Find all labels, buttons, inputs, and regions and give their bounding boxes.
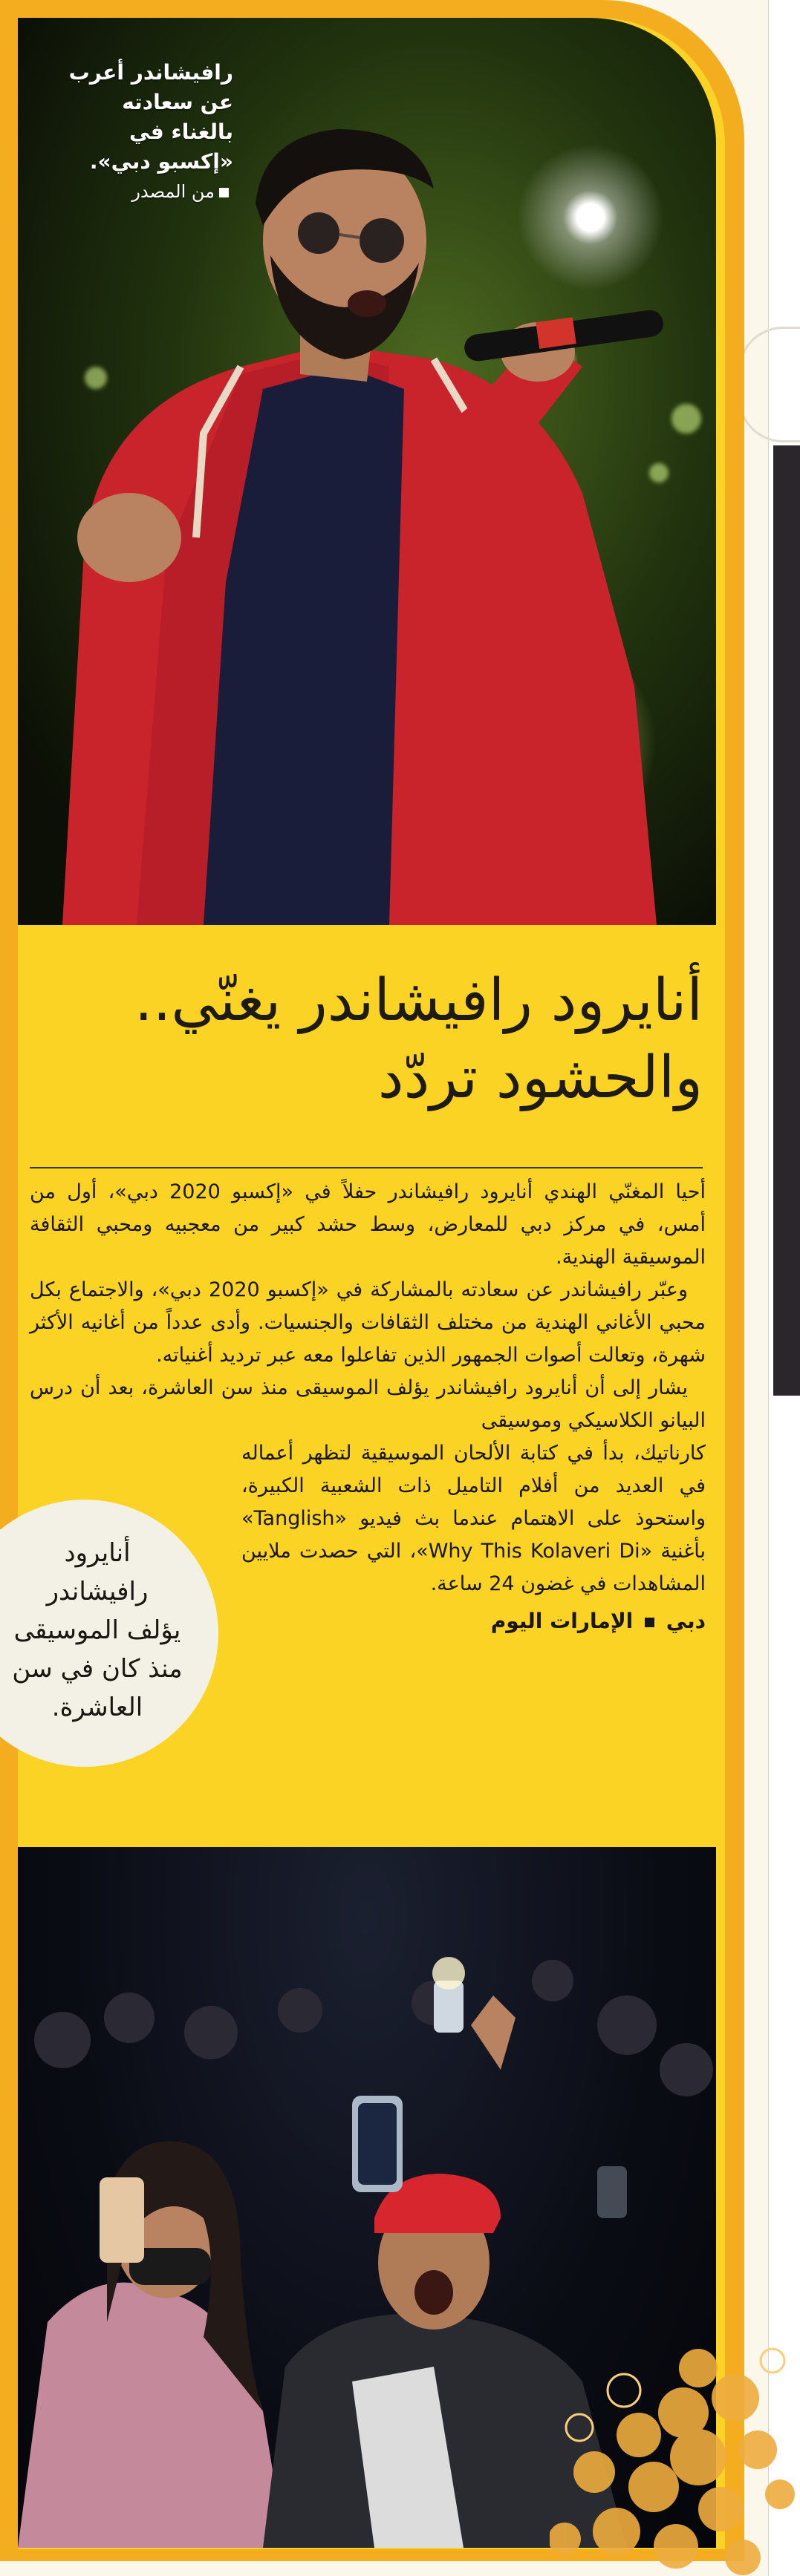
headline [30, 962, 703, 1117]
headline-line-2: والحشود تردّد [377, 1045, 703, 1111]
pull-quote-line: منذ كان في سن [12, 1654, 183, 1684]
square-bullet-icon [219, 188, 229, 197]
caption-line: بالغناء في [129, 120, 233, 144]
pull-quote [0, 1534, 195, 1727]
headline-line-1: أنايرود رافيشاندر يغنّي.. [134, 967, 703, 1034]
adjacent-page-dark-strip [773, 445, 800, 1396]
paragraph-2: وعبّر رافيشاندر عن سعادته بالمشاركة في «إكسبو 2020 دبي»، والاجتماع بكل محبي الأغاني الهندية من مختلف الثقافات والجنسيات. وأدى عدداً من أغانيه الأكثر شهرة، وتعالت أصوات الجمهور الذين تفاعلوا معه عبر ترديد أغنياته. [30, 1278, 706, 1367]
adjacent-page-shape [738, 327, 800, 442]
decorative-bubbles [550, 2346, 795, 2576]
caption-line: رافيشاندر أعرب [68, 60, 233, 85]
byline-city: دبي [666, 1609, 706, 1633]
paragraph-3-full-width: يشار إلى أن أنايرود رافيشاندر يؤلف الموسيقى منذ سن العاشرة، بعد أن درس البيانو الكلاسيكي وموسيقى [30, 1376, 706, 1432]
singer-photo [18, 18, 716, 925]
square-bullet-icon [645, 1618, 654, 1627]
photo-credit-text: من المصدر [131, 181, 215, 202]
caption-line: «إكسبو دبي». [89, 149, 233, 174]
pull-quote-line: يؤلف الموسيقى [13, 1615, 181, 1645]
headline-divider [30, 1167, 703, 1168]
paragraph-1: أحيا المغنّي الهندي أنايرود رافيشاندر حفلاً في «إكسبو 2020 دبي»، أول من أمس، في مركز دبي للمعارض، وسط حشد كبير من معجبيه ومحبي الثقافة الموسيقية الهندية. [30, 1180, 706, 1269]
photo-credit [62, 177, 233, 206]
pull-quote-line: أنايرود [64, 1538, 131, 1568]
byline-source: الإمارات اليوم [490, 1609, 634, 1633]
photo-caption [62, 58, 233, 206]
pull-quote-line: رافيشاندر [46, 1577, 149, 1606]
paragraph-3-wrapped: كارناتيك، بدأ في كتابة الألحان الموسيقية لتظهر أعماله في العديد من أفلام التاميل ذات الشعبية الكبيرة، واستحوذ على الاهتمام عندما بث فيديو «Tanglish» بأغنية «Why This Kolaveri Di»، التي حصدت ملايين المشاهدات في غضون 24 ساعة. [241, 1442, 706, 1595]
pull-quote-line: العاشرة. [51, 1693, 143, 1722]
caption-line: عن سعادته [122, 90, 233, 114]
